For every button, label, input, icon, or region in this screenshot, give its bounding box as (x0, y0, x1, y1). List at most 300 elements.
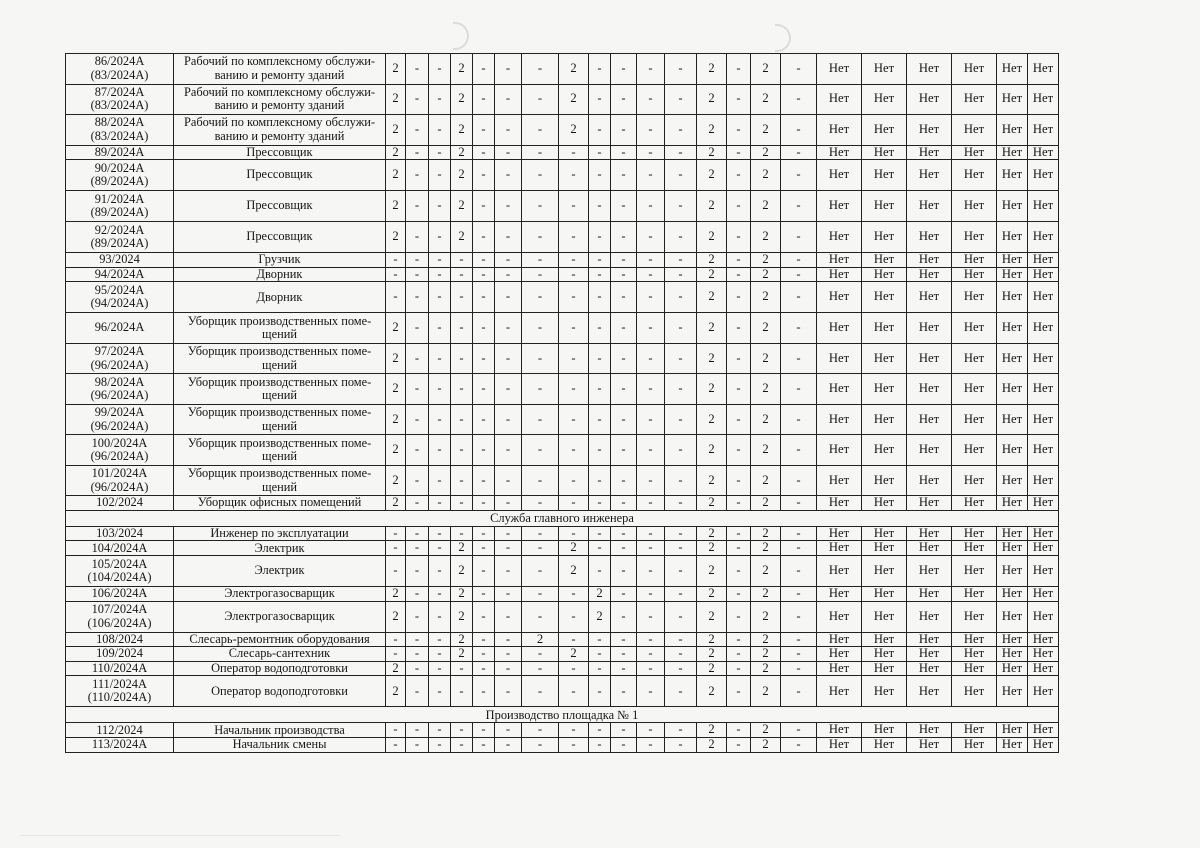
hazard-class-cell: - (559, 435, 589, 466)
hazard-class-cell: - (665, 647, 697, 662)
answer-cell: Нет (1028, 282, 1059, 313)
hazard-class-cell: - (727, 160, 751, 191)
hazard-class-cell: - (589, 404, 611, 435)
table-row (66, 556, 1059, 587)
hazard-class-cell: 2 (451, 160, 473, 191)
hazard-class-cell: - (406, 738, 429, 753)
answer-cell: Нет (952, 191, 997, 222)
answer-cell: Нет (952, 313, 997, 344)
workplace-code-cell: 90/2024А (89/2024А) (66, 160, 174, 191)
answer-cell: Нет (862, 526, 907, 541)
answer-cell: Нет (952, 723, 997, 738)
hazard-class-cell: 2 (697, 115, 727, 146)
hazard-class-cell: - (781, 267, 817, 282)
hazard-class-cell: - (637, 191, 665, 222)
position-name-cell: Начальник производства (174, 723, 386, 738)
hazard-class-cell: - (727, 343, 751, 374)
workplace-code-cell: 101/2024А (96/2024А) (66, 465, 174, 496)
hazard-class-cell: - (429, 84, 451, 115)
hazard-class-cell: - (522, 723, 559, 738)
hazard-class-cell: 2 (751, 661, 781, 676)
hazard-class-cell: - (495, 374, 522, 405)
table-row (66, 253, 1059, 268)
hazard-class-cell: - (522, 84, 559, 115)
hazard-class-cell: 2 (751, 374, 781, 405)
hazard-class-cell: 2 (751, 496, 781, 511)
hazard-class-cell: - (727, 587, 751, 602)
hazard-class-cell: - (451, 343, 473, 374)
hazard-class-cell: - (386, 632, 406, 647)
hazard-class-cell: - (522, 267, 559, 282)
hazard-class-cell: - (451, 738, 473, 753)
hazard-class-cell: - (406, 84, 429, 115)
hazard-class-cell: - (589, 343, 611, 374)
hazard-class-cell: - (665, 526, 697, 541)
answer-cell: Нет (907, 676, 952, 707)
hazard-class-cell: - (665, 465, 697, 496)
hazard-class-cell: - (451, 253, 473, 268)
position-name-cell: Уборщик офисных помещений (174, 496, 386, 511)
hazard-class-cell: - (727, 374, 751, 405)
position-name-cell: Начальник смены (174, 738, 386, 753)
answer-cell: Нет (952, 601, 997, 632)
hazard-class-cell: - (406, 145, 429, 160)
hazard-class-cell: - (406, 496, 429, 511)
answer-cell: Нет (1028, 632, 1059, 647)
hazard-class-cell: - (473, 465, 495, 496)
hazard-class-cell: - (473, 435, 495, 466)
answer-cell: Нет (997, 313, 1028, 344)
hazard-class-cell: - (473, 313, 495, 344)
hazard-class-cell: - (429, 556, 451, 587)
table-row (66, 647, 1059, 662)
workplace-code-cell: 102/2024 (66, 496, 174, 511)
hazard-class-cell: - (406, 54, 429, 85)
hazard-class-cell: - (559, 632, 589, 647)
workplace-code-cell: 103/2024 (66, 526, 174, 541)
hazard-class-cell: - (406, 313, 429, 344)
hazard-class-cell: 2 (697, 676, 727, 707)
hazard-class-cell: - (473, 253, 495, 268)
hazard-class-cell: - (589, 541, 611, 556)
hazard-class-cell: - (559, 496, 589, 511)
hazard-class-cell: - (522, 435, 559, 466)
hazard-class-cell: 2 (751, 145, 781, 160)
answer-cell: Нет (952, 404, 997, 435)
hazard-class-cell: - (611, 222, 637, 253)
hazard-class-cell: - (429, 267, 451, 282)
hazard-class-cell: - (495, 632, 522, 647)
hazard-class-cell: 2 (386, 661, 406, 676)
answer-cell: Нет (997, 661, 1028, 676)
hazard-class-cell: 2 (697, 54, 727, 85)
hazard-class-cell: - (589, 632, 611, 647)
answer-cell: Нет (862, 435, 907, 466)
hazard-class-cell: - (781, 556, 817, 587)
hazard-class-cell: - (637, 54, 665, 85)
hazard-class-cell: - (406, 267, 429, 282)
hazard-class-cell: - (781, 343, 817, 374)
hazard-class-cell: 2 (697, 404, 727, 435)
answer-cell: Нет (907, 541, 952, 556)
answer-cell: Нет (997, 601, 1028, 632)
table-row (66, 145, 1059, 160)
hazard-class-cell: - (781, 282, 817, 313)
hazard-class-cell: - (429, 738, 451, 753)
hazard-class-cell: - (495, 738, 522, 753)
hazard-class-cell: 2 (559, 84, 589, 115)
hazard-class-cell: - (611, 632, 637, 647)
hazard-class-cell: - (781, 601, 817, 632)
workplace-code-cell: 106/2024А (66, 587, 174, 602)
hazard-class-cell: - (611, 738, 637, 753)
workplace-code-cell: 95/2024А (94/2024А) (66, 282, 174, 313)
answer-cell: Нет (1028, 343, 1059, 374)
answer-cell: Нет (907, 647, 952, 662)
hazard-class-cell: - (665, 661, 697, 676)
hazard-class-cell: 2 (751, 435, 781, 466)
answer-cell: Нет (907, 404, 952, 435)
hazard-class-cell: 2 (751, 54, 781, 85)
hazard-class-cell: - (727, 661, 751, 676)
hazard-class-cell: - (727, 465, 751, 496)
answer-cell: Нет (817, 222, 862, 253)
hazard-class-cell: - (637, 267, 665, 282)
hazard-class-cell: - (522, 145, 559, 160)
answer-cell: Нет (817, 253, 862, 268)
position-name-cell: Рабочий по комплексному обслужи- ванию и ремонту зданий (174, 54, 386, 85)
hazard-class-cell: - (665, 160, 697, 191)
answer-cell: Нет (817, 661, 862, 676)
hazard-class-cell: - (727, 282, 751, 313)
answer-cell: Нет (907, 374, 952, 405)
answer-cell: Нет (817, 632, 862, 647)
answer-cell: Нет (862, 160, 907, 191)
hazard-class-cell: - (522, 313, 559, 344)
answer-cell: Нет (862, 601, 907, 632)
workplace-code-cell: 111/2024А (110/2024А) (66, 676, 174, 707)
hazard-class-cell: - (495, 222, 522, 253)
hazard-class-cell: 2 (559, 541, 589, 556)
hazard-class-cell: - (406, 374, 429, 405)
hazard-class-cell: 2 (386, 496, 406, 511)
hazard-class-cell: - (637, 115, 665, 146)
hazard-class-cell: - (781, 738, 817, 753)
hazard-class-cell: 2 (451, 587, 473, 602)
hazard-class-cell: - (637, 647, 665, 662)
hazard-class-cell: - (473, 526, 495, 541)
answer-cell: Нет (1028, 496, 1059, 511)
answer-cell: Нет (952, 253, 997, 268)
hazard-class-cell: - (611, 435, 637, 466)
answer-cell: Нет (817, 404, 862, 435)
hazard-class-cell: - (451, 465, 473, 496)
hazard-class-cell: - (611, 253, 637, 268)
hazard-class-cell: 2 (386, 343, 406, 374)
hazard-class-cell: - (559, 526, 589, 541)
hazard-class-cell: 2 (697, 222, 727, 253)
answer-cell: Нет (1028, 115, 1059, 146)
hazard-class-cell: - (473, 496, 495, 511)
hazard-class-cell: - (611, 526, 637, 541)
workplace-code-cell: 92/2024А (89/2024А) (66, 222, 174, 253)
answer-cell: Нет (1028, 556, 1059, 587)
answer-cell: Нет (997, 465, 1028, 496)
hazard-class-cell: - (495, 145, 522, 160)
hazard-class-cell: - (589, 374, 611, 405)
hazard-class-cell: - (727, 738, 751, 753)
answer-cell: Нет (862, 587, 907, 602)
table-row (66, 632, 1059, 647)
hazard-class-cell: 2 (386, 160, 406, 191)
hazard-class-cell: - (611, 282, 637, 313)
hazard-class-cell: - (611, 313, 637, 344)
hazard-class-cell: - (589, 267, 611, 282)
hazard-class-cell: - (522, 647, 559, 662)
hazard-class-cell: - (473, 222, 495, 253)
workplace-code-cell: 87/2024А (83/2024А) (66, 84, 174, 115)
hazard-class-cell: - (451, 526, 473, 541)
hazard-class-cell: - (429, 374, 451, 405)
hazard-class-cell: 2 (751, 160, 781, 191)
answer-cell: Нет (862, 465, 907, 496)
hazard-class-cell: - (665, 282, 697, 313)
hazard-class-cell: - (495, 587, 522, 602)
hazard-class-cell: - (495, 54, 522, 85)
hazard-class-cell: 2 (697, 282, 727, 313)
hazard-class-cell: - (451, 435, 473, 466)
answer-cell: Нет (952, 115, 997, 146)
answer-cell: Нет (997, 723, 1028, 738)
table-row (66, 723, 1059, 738)
hazard-class-cell: - (451, 267, 473, 282)
position-name-cell: Прессовщик (174, 160, 386, 191)
hazard-class-cell: 2 (386, 404, 406, 435)
hazard-class-cell: - (386, 541, 406, 556)
answer-cell: Нет (1028, 738, 1059, 753)
hazard-class-cell: - (429, 145, 451, 160)
position-name-cell: Оператор водоподготовки (174, 661, 386, 676)
hazard-class-cell: - (665, 115, 697, 146)
hazard-class-cell: 2 (386, 115, 406, 146)
hazard-class-cell: - (495, 404, 522, 435)
hazard-class-cell: - (429, 313, 451, 344)
workplace-code-cell: 98/2024А (96/2024А) (66, 374, 174, 405)
answer-cell: Нет (862, 404, 907, 435)
hazard-class-cell: - (429, 404, 451, 435)
hazard-class-cell: 2 (451, 115, 473, 146)
hazard-class-cell: 2 (386, 601, 406, 632)
hazard-class-cell: 2 (697, 84, 727, 115)
hazard-class-cell: 2 (751, 526, 781, 541)
position-name-cell: Слесарь-сантехник (174, 647, 386, 662)
position-name-cell: Уборщик производственных поме- щений (174, 465, 386, 496)
answer-cell: Нет (907, 253, 952, 268)
hazard-class-cell: - (611, 647, 637, 662)
hazard-class-cell: - (473, 647, 495, 662)
answer-cell: Нет (862, 191, 907, 222)
hazard-class-cell: 2 (386, 313, 406, 344)
hazard-class-cell: - (522, 541, 559, 556)
hazard-class-cell: - (665, 253, 697, 268)
answer-cell: Нет (952, 54, 997, 85)
hazard-class-cell: - (473, 661, 495, 676)
hazard-class-cell: - (406, 160, 429, 191)
hazard-class-cell: - (522, 601, 559, 632)
answer-cell: Нет (1028, 723, 1059, 738)
hazard-class-cell: 2 (559, 54, 589, 85)
hazard-class-cell: - (589, 556, 611, 587)
hazard-class-cell: - (522, 282, 559, 313)
hazard-class-cell: 2 (386, 676, 406, 707)
hazard-class-cell: - (522, 526, 559, 541)
hazard-class-cell: - (406, 647, 429, 662)
position-name-cell: Уборщик производственных поме- щений (174, 404, 386, 435)
hazard-class-cell: - (665, 343, 697, 374)
answer-cell: Нет (907, 601, 952, 632)
hazard-class-cell: - (611, 496, 637, 511)
hazard-class-cell: - (522, 465, 559, 496)
answer-cell: Нет (817, 541, 862, 556)
hazard-class-cell: - (386, 526, 406, 541)
answer-cell: Нет (907, 54, 952, 85)
hazard-class-cell: 2 (751, 191, 781, 222)
hazard-class-cell: - (665, 738, 697, 753)
hazard-class-cell: - (522, 222, 559, 253)
hazard-class-cell: - (611, 145, 637, 160)
answer-cell: Нет (997, 676, 1028, 707)
answer-cell: Нет (907, 313, 952, 344)
answer-cell: Нет (1028, 54, 1059, 85)
hazard-class-cell: - (611, 587, 637, 602)
answer-cell: Нет (817, 115, 862, 146)
hazard-class-cell: - (429, 647, 451, 662)
answer-cell: Нет (862, 253, 907, 268)
answer-cell: Нет (817, 601, 862, 632)
hazard-class-cell: - (406, 556, 429, 587)
hazard-class-cell: 2 (751, 556, 781, 587)
answer-cell: Нет (1028, 267, 1059, 282)
hazard-class-cell: - (781, 253, 817, 268)
hazard-class-cell: - (727, 647, 751, 662)
table-row (66, 541, 1059, 556)
answer-cell: Нет (952, 556, 997, 587)
answer-cell: Нет (997, 404, 1028, 435)
answer-cell: Нет (1028, 465, 1059, 496)
hazard-class-cell: - (473, 115, 495, 146)
answer-cell: Нет (952, 160, 997, 191)
hazard-class-cell: - (406, 632, 429, 647)
hazard-class-cell: 2 (697, 632, 727, 647)
answer-cell: Нет (997, 526, 1028, 541)
workplace-code-cell: 86/2024А (83/2024А) (66, 54, 174, 85)
hazard-class-cell: 2 (697, 587, 727, 602)
hazard-class-cell: - (495, 115, 522, 146)
answer-cell: Нет (952, 541, 997, 556)
hazard-class-cell: 2 (751, 267, 781, 282)
hazard-class-cell: - (473, 160, 495, 191)
hazard-class-cell: 2 (589, 587, 611, 602)
workplace-code-cell: 88/2024А (83/2024А) (66, 115, 174, 146)
hazard-class-cell: 2 (386, 145, 406, 160)
hazard-class-cell: - (637, 587, 665, 602)
hazard-class-cell: - (727, 601, 751, 632)
hazard-class-cell: 2 (559, 647, 589, 662)
hazard-class-cell: - (637, 253, 665, 268)
answer-cell: Нет (952, 282, 997, 313)
position-name-cell: Инженер по эксплуатации (174, 526, 386, 541)
hazard-class-cell: - (495, 313, 522, 344)
workplace-code-cell: 99/2024А (96/2024А) (66, 404, 174, 435)
hazard-class-cell: - (611, 601, 637, 632)
answer-cell: Нет (817, 282, 862, 313)
hazard-class-cell: - (559, 253, 589, 268)
table-row (66, 222, 1059, 253)
hazard-class-cell: - (665, 374, 697, 405)
hazard-class-cell: - (611, 267, 637, 282)
position-name-cell: Электрик (174, 556, 386, 587)
hazard-class-cell: - (637, 632, 665, 647)
hazard-class-cell: - (451, 661, 473, 676)
hazard-class-cell: - (451, 374, 473, 405)
answer-cell: Нет (952, 465, 997, 496)
hazard-class-cell: - (559, 723, 589, 738)
hazard-class-cell: - (473, 601, 495, 632)
hazard-class-cell: 2 (697, 253, 727, 268)
answer-cell: Нет (907, 160, 952, 191)
workplace-code-cell: 105/2024А (104/2024А) (66, 556, 174, 587)
hazard-class-cell: - (665, 435, 697, 466)
answer-cell: Нет (907, 526, 952, 541)
position-name-cell: Электрик (174, 541, 386, 556)
hazard-class-cell: - (406, 222, 429, 253)
hazard-class-cell: - (781, 160, 817, 191)
hazard-class-cell: 2 (697, 465, 727, 496)
hazard-class-cell: - (451, 313, 473, 344)
workplace-code-cell: 112/2024 (66, 723, 174, 738)
hazard-class-cell: - (781, 404, 817, 435)
answer-cell: Нет (817, 465, 862, 496)
hazard-class-cell: - (522, 661, 559, 676)
hazard-class-cell: - (473, 343, 495, 374)
hazard-class-cell: - (522, 738, 559, 753)
answer-cell: Нет (952, 267, 997, 282)
answer-cell: Нет (1028, 601, 1059, 632)
hazard-class-cell: - (451, 723, 473, 738)
hazard-class-cell: - (665, 313, 697, 344)
answer-cell: Нет (907, 632, 952, 647)
answer-cell: Нет (997, 54, 1028, 85)
hazard-class-cell: - (495, 647, 522, 662)
hazard-class-cell: - (665, 676, 697, 707)
hazard-class-cell: - (637, 343, 665, 374)
position-name-cell: Рабочий по комплексному обслужи- ванию и ремонту зданий (174, 84, 386, 115)
answer-cell: Нет (817, 267, 862, 282)
hazard-class-cell: - (495, 526, 522, 541)
answer-cell: Нет (817, 647, 862, 662)
hazard-class-cell: - (611, 160, 637, 191)
position-name-cell: Рабочий по комплексному обслужи- ванию и ремонту зданий (174, 115, 386, 146)
answer-cell: Нет (997, 253, 1028, 268)
position-name-cell: Уборщик производственных поме- щений (174, 343, 386, 374)
answer-cell: Нет (817, 343, 862, 374)
hazard-class-cell: - (406, 343, 429, 374)
hazard-class-cell: - (665, 556, 697, 587)
hazard-class-cell: - (611, 661, 637, 676)
hazard-class-cell: - (429, 723, 451, 738)
hazard-class-cell: - (665, 54, 697, 85)
hazard-class-cell: - (429, 282, 451, 313)
